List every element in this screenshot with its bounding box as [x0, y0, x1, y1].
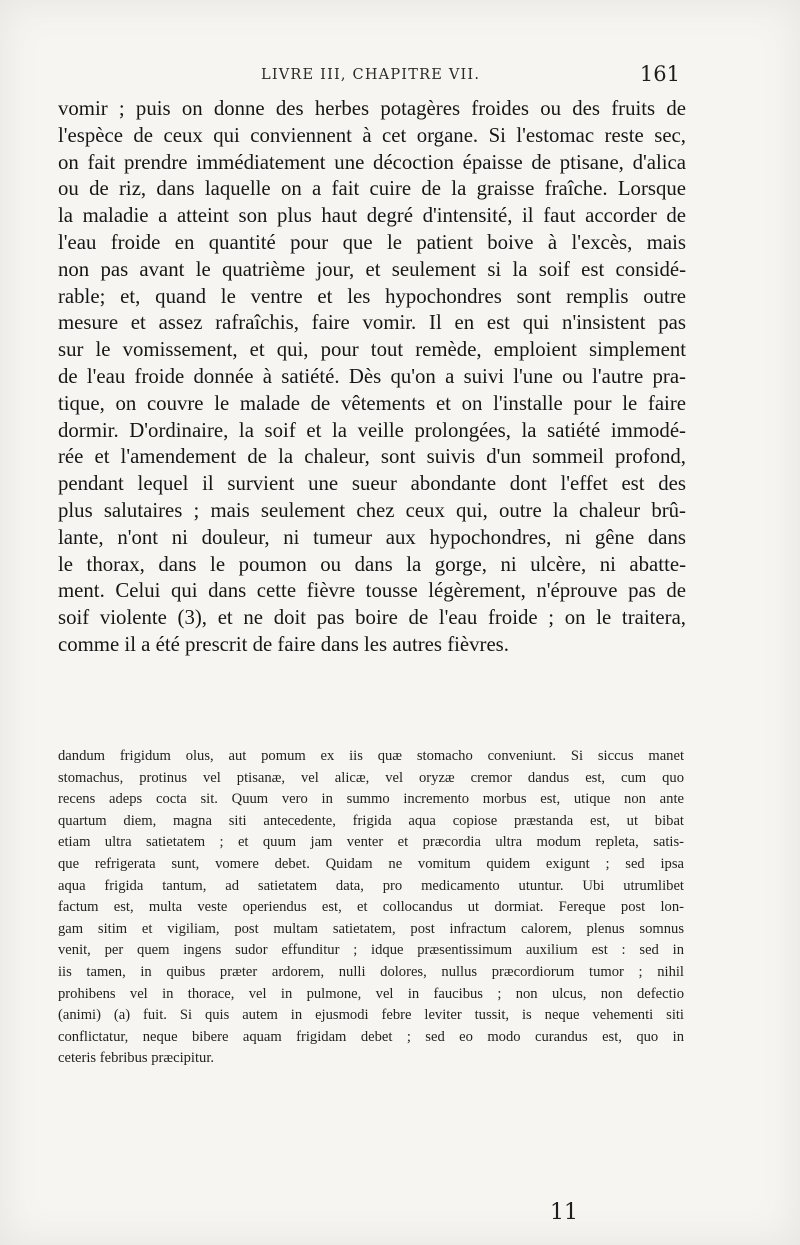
running-head — [56, 64, 686, 92]
text-line: tique, on couvre le malade de vêtements et on l'installe pour le faire — [58, 391, 686, 415]
running-head-title: LIVRE III, CHAPITRE VII. — [261, 67, 481, 83]
text-line: dormir. D'ordinaire, la soif et la veille prolongées, la satiété immodé- — [58, 418, 686, 442]
text-line: le thorax, dans le poumon ou dans la gorge, ni ulcère, ni abatte- — [58, 552, 686, 576]
text-line: prohibens vel in thorace, vel in pulmone, vel in faucibus ; non ulcus, non defectio — [58, 985, 684, 1002]
text-line: ceteris febribus præcipitur. — [58, 1050, 215, 1067]
text-line: dandum frigidum olus, aut pomum ex iis quæ stomacho conveniunt. Si siccus manet — [58, 748, 684, 764]
text-line: iis tamen, in quibus præter ardorem, nulli dolores, nullus præcordiorum tumor ; nihil — [58, 963, 684, 980]
text-line: factum est, multa veste operiendus est, et collocandus ut dormiat. Fereque post lon- — [58, 899, 684, 916]
french-translation-text — [58, 96, 686, 659]
text-line: l'eau froide en quantité pour que le patient boive à l'excès, mais — [58, 230, 686, 254]
text-line: ou de riz, dans laquelle on a fait cuire de la graisse fraîche. Lorsque — [58, 177, 686, 201]
signature-mark: 11 — [550, 1200, 578, 1225]
text-line: rée et l'amendement de la chaleur, sont suivis d'un sommeil profond, — [58, 445, 686, 469]
text-line: lante, n'ont ni douleur, ni tumeur aux hypochondres, ni gêne dans — [58, 525, 686, 549]
text-line: de l'eau froide donnée à satiété. Dès qu'on a suivi l'une ou l'autre pra- — [58, 364, 686, 388]
text-line: que refrigerata sunt, vomere debet. Quidam ne vomitum quidem exigunt ; sed ipsa — [58, 855, 684, 872]
text-line: vomir ; puis on donne des herbes potagères froides ou des fruits de — [58, 97, 686, 120]
text-line: pendant lequel il survient une sueur abondante dont l'effet est des — [58, 472, 686, 496]
text-line: non pas avant le quatrième jour, et seulement si la soif est considé- — [58, 257, 686, 281]
text-line: venit, per quem ingens sudor effunditur ; idque præsentissimum auxilium est : sed in — [58, 942, 684, 959]
text-line: (animi) (a) fuit. Si quis autem in ejusmodi febre leviter tussit, is neque vehementi siti — [58, 1007, 684, 1024]
latin-original-text — [58, 746, 684, 1070]
text-line: rable; et, quand le ventre et les hypochondres sont remplis outre — [58, 284, 686, 308]
page-number: 161 — [639, 62, 680, 86]
text-line: quartum diem, magna siti antecedente, frigida aqua copiose præstanda est, ut bibat — [58, 812, 684, 829]
text-line: sur le vomissement, et qui, pour tout remède, emploient simplement — [58, 338, 686, 362]
text-line: la maladie a atteint son plus haut degré d'intensité, il faut accorder de — [58, 204, 686, 228]
text-line: aqua frigida tantum, ad satietatem data, pro medicamento utuntur. Ubi utrumlibet — [58, 877, 684, 894]
text-line: conflictatur, neque bibere aquam frigidam debet ; sed eo modo curandus est, quo in — [58, 1028, 684, 1045]
text-line: soif violente (3), et ne doit pas boire de l'eau froide ; on le traitera, — [58, 606, 686, 630]
text-line: gam sitim et vigiliam, post multam satietatem, post infractum calorem, plenus somnus — [58, 920, 684, 937]
text-line: comme il a été prescrit de faire dans les autres fièvres. — [58, 632, 509, 656]
text-line: ment. Celui qui dans cette fièvre tousse légèrement, n'éprouve pas de — [58, 579, 686, 603]
text-line: plus salutaires ; mais seulement chez ceux qui, outre la chaleur brû- — [58, 498, 686, 522]
text-line: etiam ultra satietatem ; et quum jam venter et præcordia ultra modum repleta, satis- — [58, 834, 684, 851]
text-line: on fait prendre immédiatement une décoction épaisse de ptisane, d'alica — [58, 150, 686, 174]
text-line: mesure et assez rafraîchis, faire vomir. Il en est qui n'insistent pas — [58, 311, 686, 335]
text-line: stomachus, protinus vel ptisanæ, vel alicæ, vel oryzæ cremor dandus est, cum quo — [58, 769, 684, 786]
text-line: l'espèce de ceux qui conviennent à cet organe. Si l'estomac reste sec, — [58, 123, 686, 147]
text-line: recens adeps cocta sit. Quum vero in summo incremento morbus est, utique non ante — [58, 791, 684, 808]
